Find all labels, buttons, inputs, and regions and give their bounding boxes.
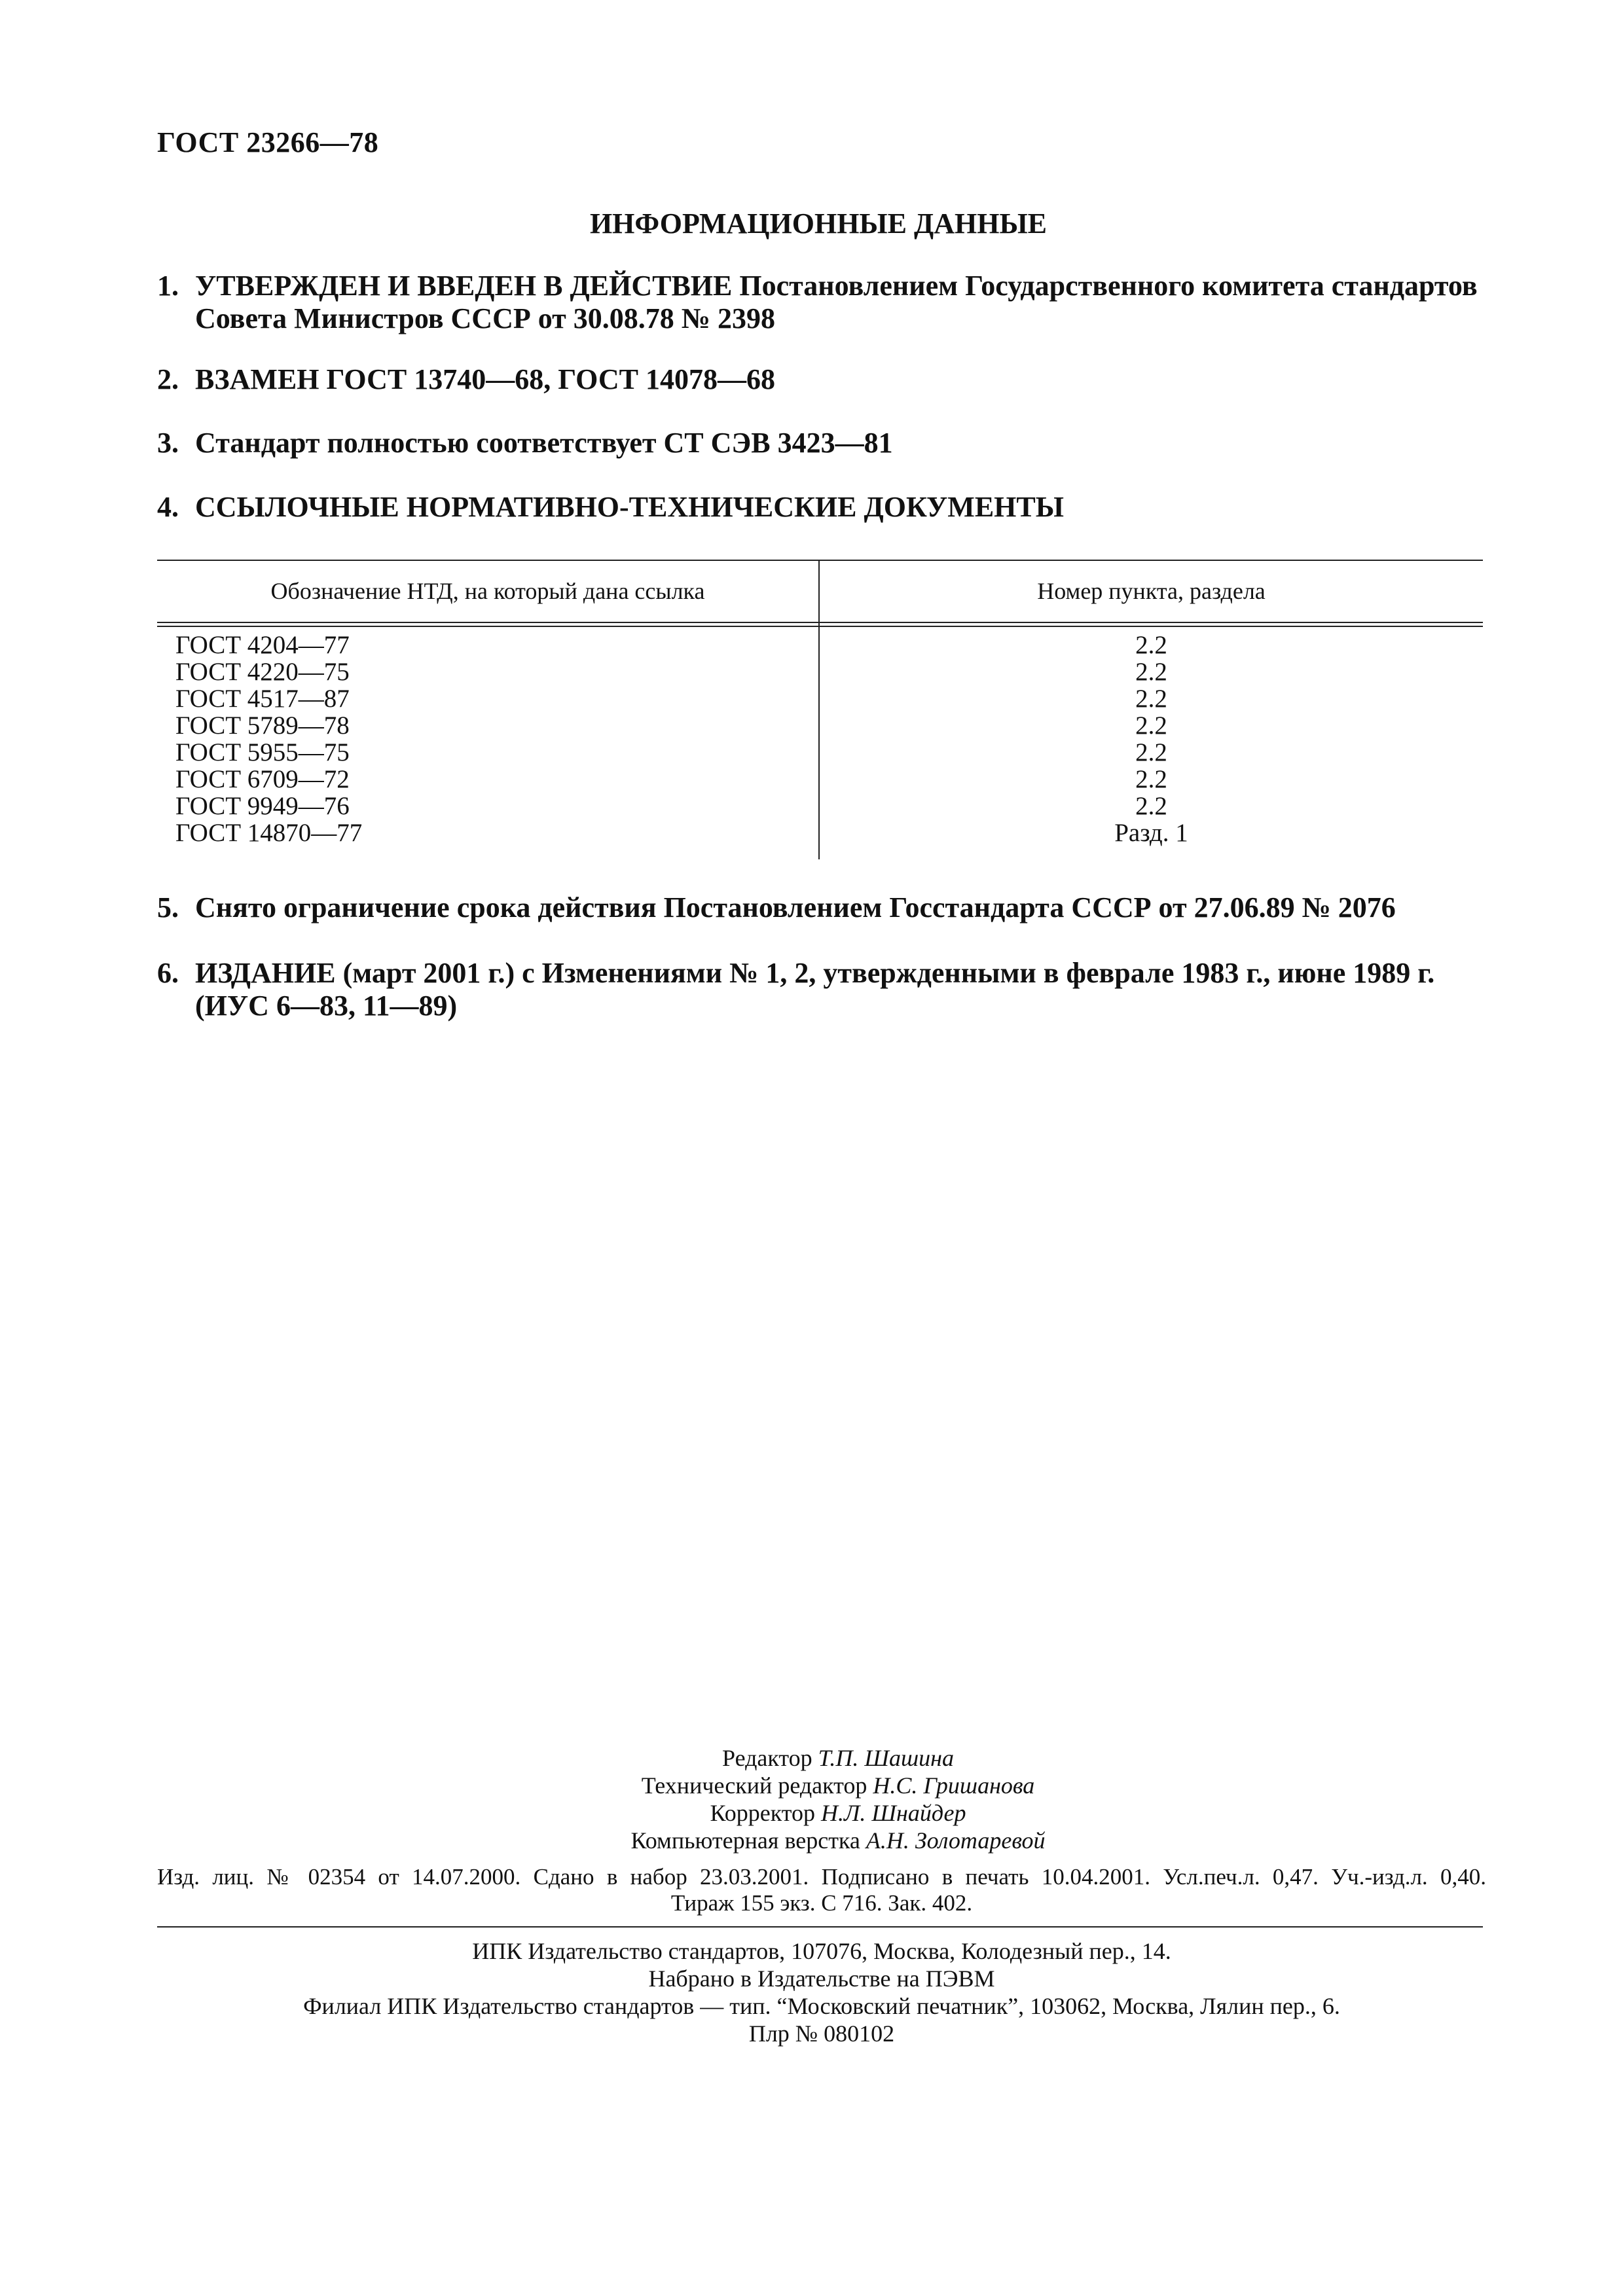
item-number: 3. — [157, 427, 179, 459]
publisher-line: ИПК Издательство стандартов, 107076, Москва, Колодезный пер., 14. — [472, 1938, 1171, 1964]
credit-name: Т.П. Шашина — [818, 1745, 954, 1771]
table-cell: ГОСТ 5955—75 — [175, 738, 350, 766]
table-cell: ГОСТ 9949—76 — [175, 792, 350, 820]
table-cell: 2.2 — [1135, 685, 1167, 713]
imprint-rule — [157, 1926, 1483, 1928]
imprint-details: Изд. лиц. № 02354 от 14.07.2000. Сдано в набор 23.03.2001. Подписано в печать 10.04.2001. Усл.печ.л. 0,47. Уч.-изд.л. 0,40. — [157, 1864, 1486, 1890]
imprint-print-run: Тираж 155 экз. С 716. Зак. 402. — [670, 1890, 973, 1916]
credit-editor — [589, 1744, 1087, 1772]
table-cell: 2.2 — [1135, 765, 1167, 793]
publisher-line: Набрано в Издательстве на ПЭВМ — [648, 1965, 995, 1992]
table-header-rule-double — [157, 626, 1483, 627]
credit-technical-editor — [589, 1772, 1087, 1799]
credit-role: Технический редактор — [641, 1772, 867, 1799]
credit-role: Компьютерная верстка — [630, 1827, 860, 1854]
section-title: ИНФОРМАЦИОННЫЕ ДАННЫЕ — [589, 207, 1048, 240]
credit-role: Редактор — [722, 1745, 812, 1771]
publisher-block — [157, 1937, 1486, 2047]
info-item-3 — [157, 427, 1486, 459]
info-item-6 — [157, 957, 1486, 1022]
credit-name: А.Н. Золотаревой — [866, 1827, 1046, 1854]
table-column-clauses — [820, 632, 1483, 846]
table-cell: 2.2 — [1135, 631, 1167, 659]
table-cell: ГОСТ 5789—78 — [175, 711, 350, 740]
standard-code: ГОСТ 23266—78 — [157, 126, 379, 158]
item-text: ССЫЛОЧНЫЕ НОРМАТИВНО-ТЕХНИЧЕСКИЕ ДОКУМЕНТЫ — [195, 491, 1064, 523]
table-cell: 2.2 — [1135, 738, 1167, 766]
table-cell: ГОСТ 6709—72 — [175, 765, 350, 793]
table-cell: Разд. 1 — [1114, 819, 1188, 847]
publisher-line: Филиал ИПК Издательство стандартов — тип. “Московский печатник”, 103062, Москва, Лялин пер., 6. — [303, 1993, 1340, 2019]
credit-layout — [589, 1827, 1087, 1854]
item-number: 1. — [157, 270, 179, 302]
table-header-rule — [157, 622, 1483, 623]
item-text: УТВЕРЖДЕН И ВВЕДЕН В ДЕЙСТВИЕ Постановлением Государственного комитета стандартов Совета Министров СССР от 30.08.78 № 2398 — [195, 270, 1478, 334]
table-cell: 2.2 — [1135, 711, 1167, 740]
table-cell: ГОСТ 4220—75 — [175, 658, 350, 686]
table-cell: 2.2 — [1135, 792, 1167, 820]
table-cell: ГОСТ 14870—77 — [175, 819, 363, 847]
publisher-line: Плр № 080102 — [748, 2020, 895, 2047]
info-item-4 — [157, 491, 1486, 524]
editorial-credits — [589, 1744, 1087, 1854]
credit-name: Н.Л. Шнайдер — [821, 1800, 966, 1826]
item-text: ИЗДАНИЕ (март 2001 г.) с Изменениями № 1, 2, утвержденными в феврале 1983 г., июне 1989 г. (ИУС 6—83, 11—89) — [195, 957, 1435, 1022]
credit-proofreader — [589, 1799, 1087, 1827]
item-text: ВЗАМЕН ГОСТ 13740—68, ГОСТ 14078—68 — [195, 363, 776, 395]
table-cell: ГОСТ 4204—77 — [175, 631, 350, 659]
item-number: 5. — [157, 891, 179, 924]
credit-role: Корректор — [710, 1800, 816, 1826]
credit-name: Н.С. Гришанова — [873, 1772, 1035, 1799]
info-item-5 — [157, 891, 1486, 924]
item-text: Стандарт полностью соответствует СТ СЭВ 3423—81 — [195, 427, 893, 459]
info-item-2 — [157, 363, 1486, 396]
table-cell: ГОСТ 4517—87 — [175, 685, 350, 713]
table-header-designation: Обозначение НТД, на который дана ссылка — [270, 578, 705, 604]
item-text: Снято ограничение срока действия Постановлением Госстандарта СССР от 27.06.89 № 2076 — [195, 891, 1396, 924]
item-number: 6. — [157, 957, 179, 989]
table-column-designations — [175, 632, 362, 846]
imprint-block — [157, 1864, 1486, 1916]
item-number: 2. — [157, 363, 179, 395]
item-number: 4. — [157, 491, 179, 523]
table-header-clause: Номер пункта, раздела — [1037, 578, 1266, 604]
table-top-rule — [157, 560, 1483, 561]
info-item-1 — [157, 270, 1486, 335]
table-cell: 2.2 — [1135, 658, 1167, 686]
